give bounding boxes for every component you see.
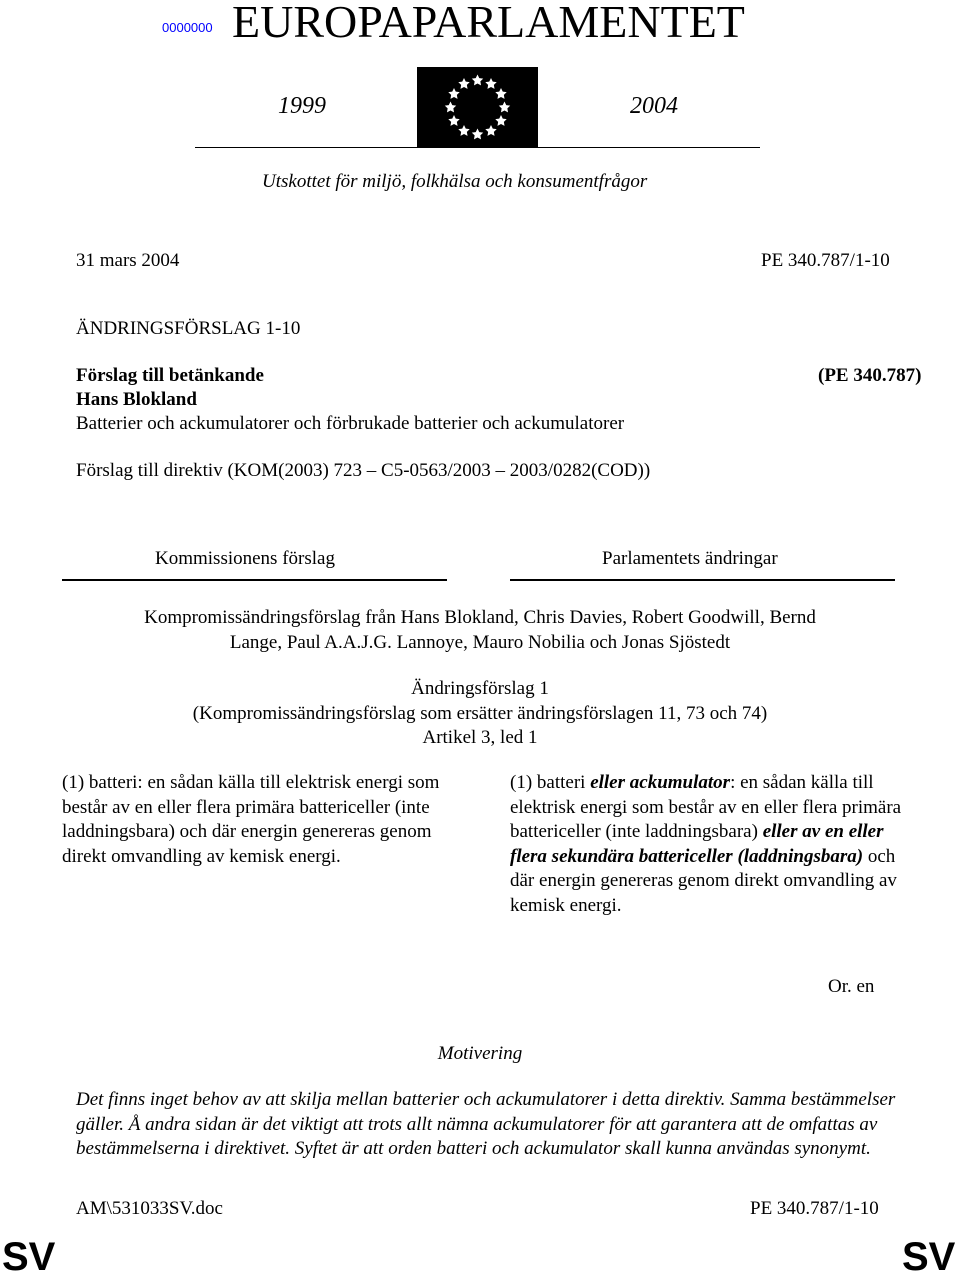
commission-text: (1) batteri: en sådan källa till elektrisk energi som består av en eller flera primära battericeller (inte laddningsbara) och där energin genereras genom direkt omvandling av kemisk energi.: [62, 772, 440, 867]
justification-heading: Motivering: [437, 1043, 523, 1064]
language-code-right: SV: [902, 1235, 956, 1279]
parliament-text: [510, 771, 910, 918]
amendment-number: Ändringsförslag 1: [411, 678, 549, 699]
document-date: 31 mars 2004: [76, 250, 180, 271]
parliament-text-added: eller av en eller flera sekundära battericeller (laddningsbara): [510, 821, 884, 867]
report-label: Förslag till betänkande: [76, 365, 264, 386]
parliament-text-added: eller ackumulator: [590, 772, 731, 793]
directive-proposal: Förslag till direktiv (KOM(2003) 723 – C5-0563/2003 – 2003/0282(COD)): [76, 460, 651, 481]
column-rule-right: [510, 579, 895, 581]
parliament-text-part: och där energin genereras genom direkt omvandling av kemisk energi.: [510, 845, 897, 916]
column-rule-left: [62, 579, 447, 581]
footer-file-name: AM\531033SV.doc: [76, 1198, 223, 1219]
term-start-year: 1999: [278, 93, 326, 119]
rapporteur-name: Hans Blokland: [76, 389, 197, 410]
parliament-column-heading: Parlamentets ändringar: [602, 548, 778, 569]
footer-reference: PE 340.787/1-10: [750, 1198, 879, 1219]
compromise-authors-line1: Kompromissändringsförslag från Hans Blokland, Chris Davies, Robert Goodwill, Bernd: [144, 607, 816, 628]
document-reference: PE 340.787/1-10: [761, 250, 890, 271]
report-reference: (PE 340.787): [818, 365, 922, 386]
document-code: 0000000: [162, 20, 213, 35]
amendments-title: ÄNDRINGSFÖRSLAG 1-10: [76, 318, 301, 339]
justification-text: Det finns inget behov av att skilja mellan batterier och ackumulatorer i detta direktiv. Samma bestämmelser gäller. Å andra sidan är det viktigt att trots allt nämna ackumulatorer för att garantera att de omfattas av bestämmelserna i direktivet. Syftet är att orden batteri och ackumulator skall kunna användas synonymt.: [76, 1089, 896, 1159]
original-language: Or. en: [828, 976, 875, 997]
term-end-year: 2004: [630, 93, 678, 119]
header-divider: [195, 147, 760, 148]
eu-flag-logo: [417, 67, 538, 148]
parliament-text-part: (1) batteri: [510, 772, 591, 793]
language-code-left: SV: [2, 1235, 56, 1279]
report-subject: Batterier och ackumulatorer och förbrukade batterier och ackumulatorer: [76, 413, 625, 434]
commission-column-heading: Kommissionens förslag: [155, 548, 335, 569]
amendment-article: Artikel 3, led 1: [422, 727, 538, 748]
institution-name: EUROPAPARLAMENTET: [232, 0, 745, 47]
amendment-subtitle: (Kompromissändringsförslag som ersätter ändringsförslagen 11, 73 och 74): [192, 703, 768, 724]
compromise-authors-line2: Lange, Paul A.A.J.G. Lannoye, Mauro Nobilia och Jonas Sjöstedt: [229, 632, 731, 653]
committee-name: Utskottet för miljö, folkhälsa och konsumentfrågor: [262, 171, 648, 192]
parliament-text-part: : en sådan källa till elektrisk energi som består av en eller flera primära battericeller (inte laddningsbara): [510, 772, 902, 842]
